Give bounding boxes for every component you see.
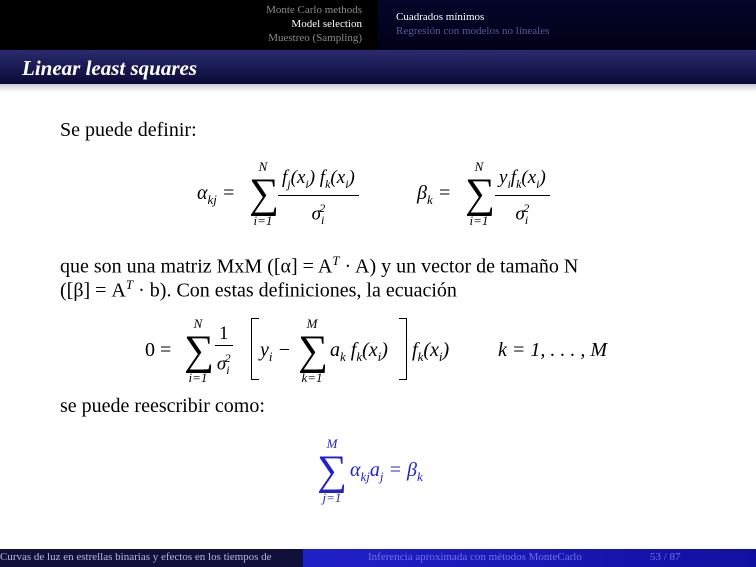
sum-symbol: N ∑ i=1 <box>249 159 279 228</box>
eq2-fraction: 1 $\sigma_i^2$ <box>216 323 231 378</box>
paragraph-vector: $([\beta] = A^T \cdot b)$. Con estas definiciones, la ecuación <box>60 277 457 302</box>
paragraph-definir: Se puede definir: <box>60 119 197 141</box>
header-sections <box>0 0 378 50</box>
footer-right <box>303 549 756 567</box>
eq2-k-range: k = 1, . . . , M <box>498 339 608 361</box>
nav-section-muestreo[interactable]: Muestreo (Sampling) <box>268 32 362 44</box>
beta-lhs: $\beta_k$ = <box>417 182 452 207</box>
sum-symbol: N ∑ i=1 <box>184 316 214 385</box>
footer-subtitle: Inferencia aproximada con métodos MonteCarlo <box>368 551 582 563</box>
paragraph-reescribir: se puede reescribir como: <box>60 395 265 417</box>
right-bracket <box>399 318 407 380</box>
nav-subsection-regresion[interactable]: Regresión con modelos no lineales <box>396 25 550 37</box>
eq2-inner: $a_k$ $f_k(x_i)$ <box>330 339 388 364</box>
sum-symbol: N ∑ i=1 <box>465 159 495 228</box>
footer-title: Curvas de luz en estrellas binarias y efectos en los tiempos de <box>0 551 272 563</box>
eq2-lhs: 0 = <box>145 339 172 361</box>
alpha-lhs: $\alpha_{kj}$ = <box>197 182 236 207</box>
frame-title: Linear least squares <box>22 56 198 80</box>
nav-subsection-cuadrados[interactable]: Cuadrados mínimos <box>396 11 485 23</box>
title-shadow <box>0 84 756 92</box>
left-bracket <box>251 318 259 380</box>
alpha-fraction: $f_j(x_i)$ $f_k(x_i)$ $\sigma_i^2$ <box>278 167 359 232</box>
eq2-fk: $f_k(x_i)$ <box>412 339 450 364</box>
sum-symbol: M ∑ j=1 <box>317 436 347 505</box>
nav-section-monte-carlo[interactable]: Monte Carlo methods <box>266 4 362 16</box>
eq2-yi: $y_i$ − <box>260 339 292 364</box>
beta-fraction: $y_if_k(x_i)$ $\sigma_i^2$ <box>495 167 550 232</box>
sum-symbol: M ∑ k=1 <box>298 316 328 385</box>
footer-left <box>0 549 303 567</box>
header-subsections <box>378 0 756 50</box>
paragraph-matriz: que son una matriz MxM $([\alpha] = A^T \cdot A)$ y un vector de tamaño N <box>60 253 579 278</box>
nav-section-model-selection[interactable]: Model selection <box>291 18 362 30</box>
footer-page-number: 53 / 87 <box>650 551 681 563</box>
eq3-body: $\alpha_{kj}a_j = \beta_k$ <box>350 459 423 484</box>
frame-title-bar <box>0 50 756 84</box>
